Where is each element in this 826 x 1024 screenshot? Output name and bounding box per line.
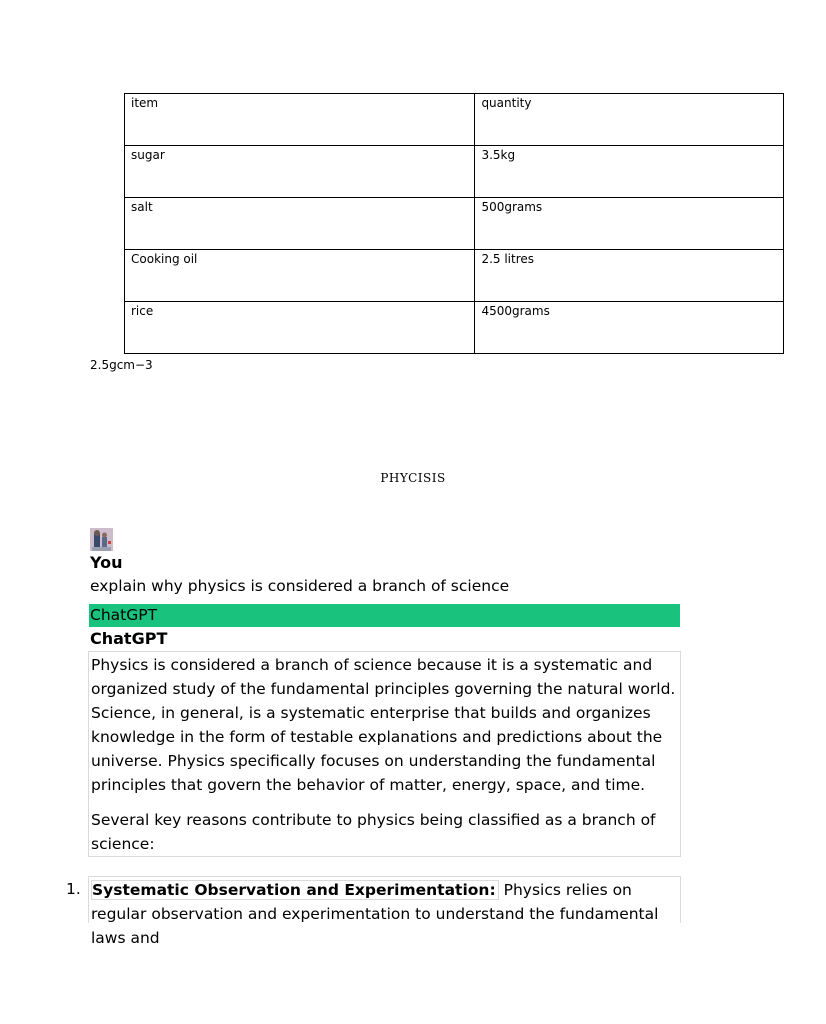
table-cell-quantity: 3.5kg [475, 146, 784, 198]
list-item-number: 1. [66, 880, 81, 898]
table-cell-item: item [125, 94, 475, 146]
table-cell-item: rice [125, 302, 475, 354]
table-cell-quantity: 2.5 litres [475, 250, 784, 302]
table-cell-item: salt [125, 198, 475, 250]
grocery-table [124, 93, 784, 354]
table-cell-quantity: 500grams [475, 198, 784, 250]
answer-box [88, 651, 681, 857]
density-formula: 2.5gcm−3 [90, 358, 153, 372]
table-cell-quantity: quantity [475, 94, 784, 146]
list-item-text: Physics relies on regular observation and experimentation to understand the fundamental laws and [91, 881, 659, 947]
answer-paragraph: Several key reasons contribute to physics being classified as a branch of science: [91, 811, 656, 853]
table-row [125, 94, 784, 146]
chatgpt-banner: ChatGPT [89, 604, 680, 627]
table-row [125, 146, 784, 198]
list-item [88, 876, 681, 947]
table-cell-quantity: 4500grams [475, 302, 784, 354]
user-avatar [90, 528, 113, 551]
table-row [125, 302, 784, 354]
table-cell-item: sugar [125, 146, 475, 198]
table-row [125, 198, 784, 250]
user-label: You [90, 553, 123, 572]
avatar-image-icon [90, 528, 113, 551]
list-item-term: Systematic Observation and Experimentation: [91, 880, 499, 900]
document-title: PHYCISIS [380, 471, 446, 485]
table-row [125, 250, 784, 302]
answer-paragraph: Physics is considered a branch of science because it is a systematic and organized study of the fundamental principles governing the natural world. Science, in general, is a systematic enterprise that builds and organizes knowledge in the form of testable explanations and predictions about the universe. Physics specifically focuses on understanding the fundamental principles that govern the behavior of matter, energy, space, and time. [91, 656, 676, 794]
assistant-label: ChatGPT [90, 629, 168, 648]
table-cell-item: Cooking oil [125, 250, 475, 302]
user-prompt: explain why physics is considered a branch of science [90, 577, 510, 595]
